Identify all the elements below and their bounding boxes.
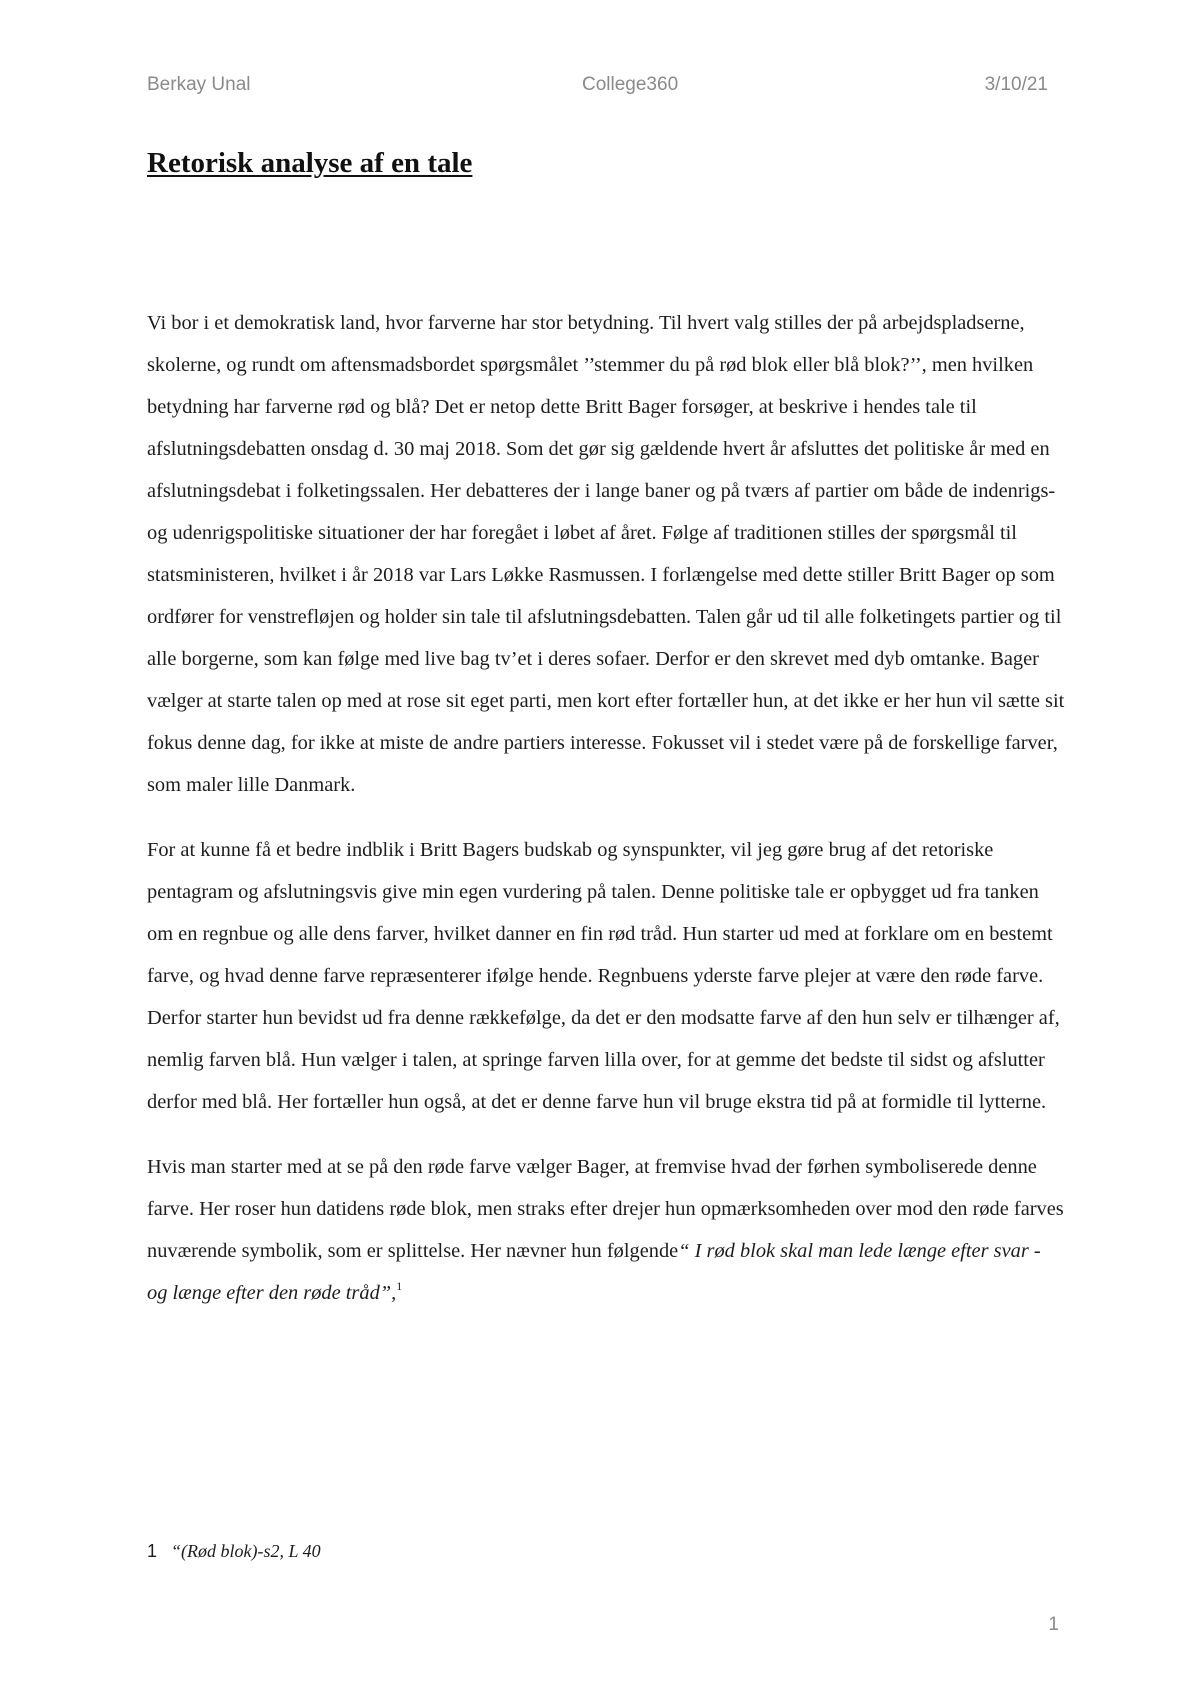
footnote [147, 1541, 321, 1562]
header-author: Berkay Unal [147, 74, 251, 95]
page-header [147, 74, 1055, 102]
page-number: 1 [1048, 1614, 1059, 1635]
paragraph-method: For at kunne få et bedre indblik i Britt Bagers budskab og synspunkter, vil jeg gøre brug af det retoriske pentagram og afslutningsvis give min egen vurdering på talen. Denne politiske tale er opbygget ud fra tanken om en regnbue og alle dens farver, hvilket danner en fin rød tråd. Hun starter ud med at forklare om en bestemt farve, og hvad denne farve repræsenterer ifølge hende. Regnbuens yderste farve plejer at være den røde farve. Derfor starter hun bevidst ud fra denne rækkefølge, da det er den modsatte farve af den hun selv er tilhænger af, nemlig farven blå. Hun vælger i talen, at springe farven lilla over, for at gemme det bedste til sidst og afslutter derfor med blå. Her fortæller hun også, at det er denne farve hun vil bruge ekstra tid på at formidle til lytterne. [147, 839, 1060, 1113]
footnote-reference[interactable]: 1 [396, 1279, 403, 1293]
paragraph-intro: Vi bor i et demokratisk land, hvor farverne har stor betydning. Til hvert valg stilles der på arbejdspladserne, skolerne, og rundt om aftensmadsbordet spørgsmålet ’’stemmer du på rød blok eller blå blok?’’, men hvilken betydning har farverne rød og blå? Det er netop dette Britt Bager forsøger, at beskrive i hendes tale til afslutningsdebatten onsdag d. 30 maj 2018. Som det gør sig gældende hvert år afsluttes det politiske år med en afslutningsdebat i folketingssalen. Her debatteres der i lange baner og på tværs af partier om både de indenrigs- og udenrigspolitiske situationer der har foregået i løbet af året. Følge af traditionen stilles der spørgsmål til statsministeren, hvilket i år 2018 var Lars Løkke Rasmussen. I forlængelse med dette stiller Britt Bager op som ordfører for venstrefløjen og holder sin tale til afslutningsdebatten. Talen går ud til alle folketingets partier og til alle borgerne, som kan følge med live bag tv’et i deres sofaer. Derfor er den skrevet med dyb omtanke. Bager vælger at starte talen op med at rose sit eget parti, men kort efter fortæller hun, at det ikke er her hun vil sætte sit fokus denne dag, for ikke at miste de andre partiers interesse. Fokusset vil i stedet være på de forskellige farver, som maler lille Danmark. [147, 312, 1065, 796]
paragraph-red-color-text: Hvis man starter med at se på den røde farve vælger Bager, at fremvise hvad der førhen symboliserede denne farve. Her roser hun datidens røde blok, men straks efter drejer hun opmærksomheden over mod den røde farves nuværende symbolik, som er splittelse. Her nævner hun følgende [147, 1156, 1064, 1262]
document-body [147, 302, 1065, 1314]
paragraph-red-color [147, 1146, 1065, 1314]
footnote-text: “(Rød blok)-s2, L 40 [171, 1541, 321, 1561]
footnote-number: 1 [147, 1541, 158, 1561]
header-date: 3/10/21 [984, 74, 1048, 95]
speech-quote: “ I rød blok skal man lede længe efter svar - og længe efter den røde tråd”, [147, 1240, 1041, 1304]
document-title: Retorisk analyse af en tale [147, 147, 473, 179]
header-course: College360 [582, 74, 679, 95]
